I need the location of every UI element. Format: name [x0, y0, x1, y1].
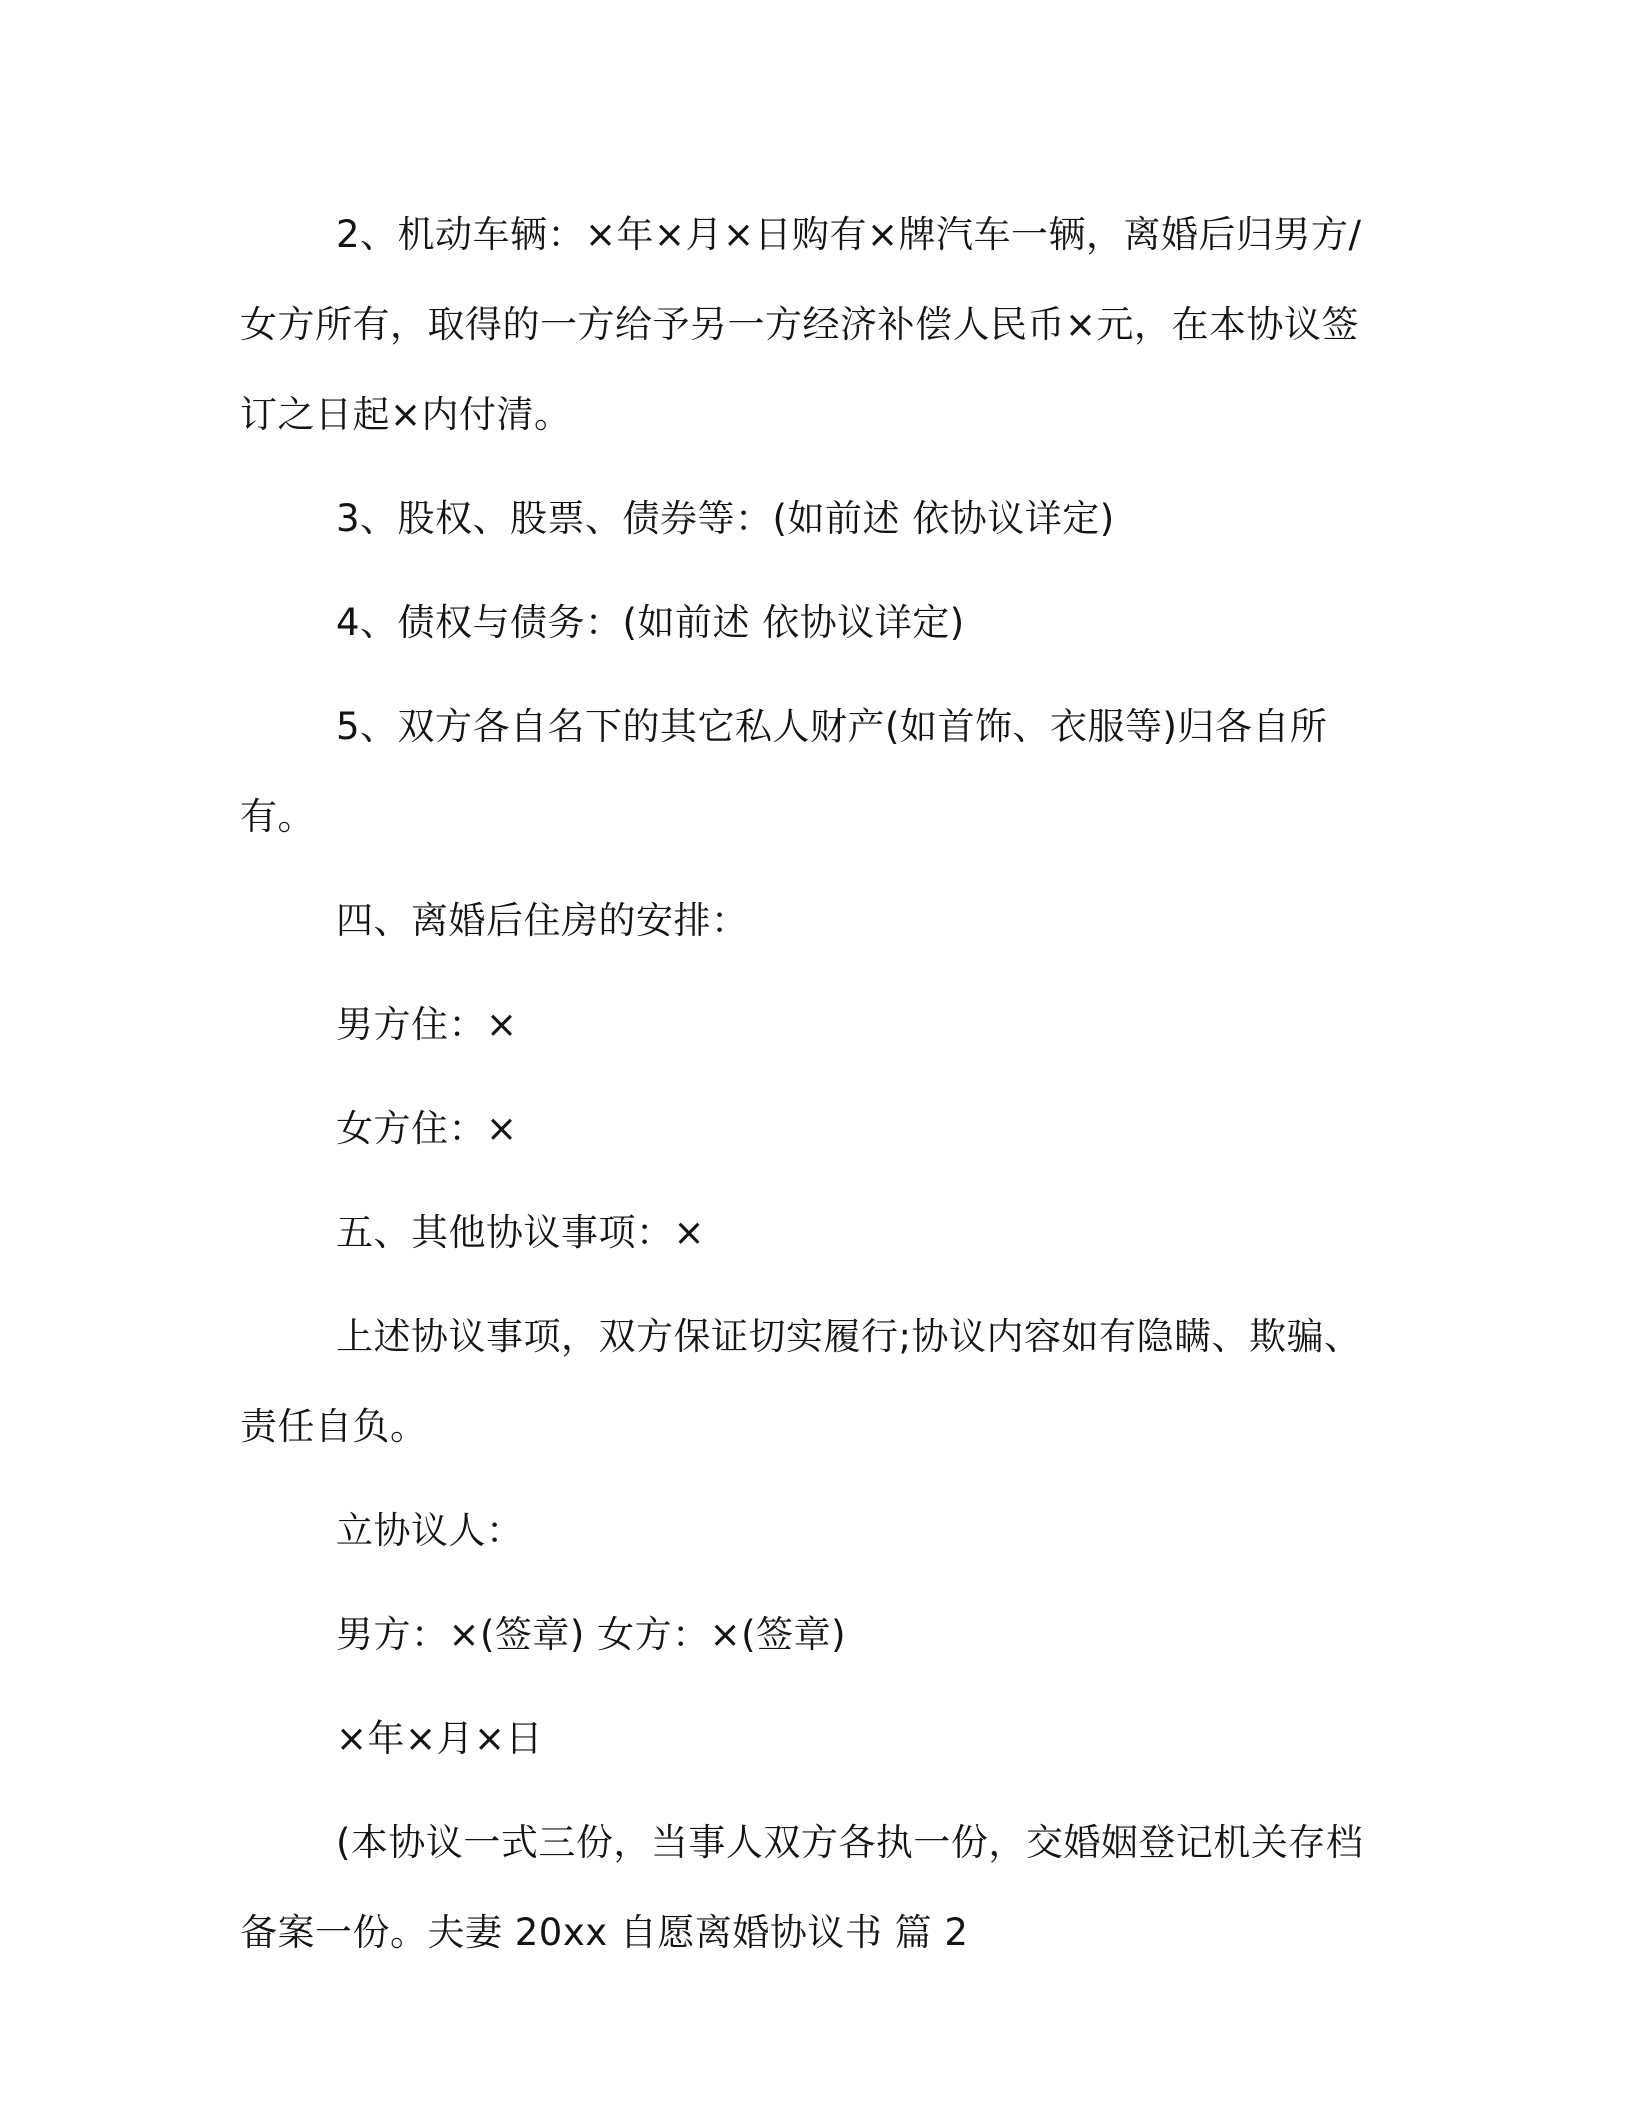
document-body [240, 190, 1380, 1992]
paragraph-guarantee: 上述协议事项，双方保证切实履行;协议内容如有隐瞒、欺骗、责任自负。 [240, 1315, 1362, 1448]
section-heading-other-matters: 五、其他协议事项：× [336, 1211, 706, 1254]
paragraph-personal-property: 5、双方各自名下的其它私人财产(如首饰、衣服等)归各自所有。 [240, 705, 1328, 838]
paragraph-copies-note: (本协议一式三份，当事人双方各执一份，交婚姻登记机关存档备案一份。夫妻 20xx 自愿离婚协议书 篇 2 [240, 1821, 1364, 1954]
paragraph-date: ×年×月×日 [336, 1717, 544, 1760]
paragraph-signatories-label: 立协议人： [336, 1509, 524, 1552]
paragraph-vehicle: 2、机动车辆：×年×月×日购有×牌汽车一辆，离婚后归男方/女方所有，取得的一方给予另一方经济补偿人民币×元，在本协议签订之日起×内付清。 [240, 213, 1362, 436]
paragraph-signatures: 男方：×(签章) 女方：×(签章) [336, 1613, 847, 1656]
paragraph-male-residence: 男方住：× [336, 1003, 518, 1046]
section-heading-housing: 四、离婚后住房的安排： [336, 899, 749, 942]
paragraph-female-residence: 女方住：× [336, 1107, 518, 1150]
paragraph-debts: 4、债权与债务：(如前述 依协议详定) [336, 601, 965, 644]
paragraph-equity: 3、股权、股票、债券等：(如前述 依协议详定) [336, 497, 1115, 540]
